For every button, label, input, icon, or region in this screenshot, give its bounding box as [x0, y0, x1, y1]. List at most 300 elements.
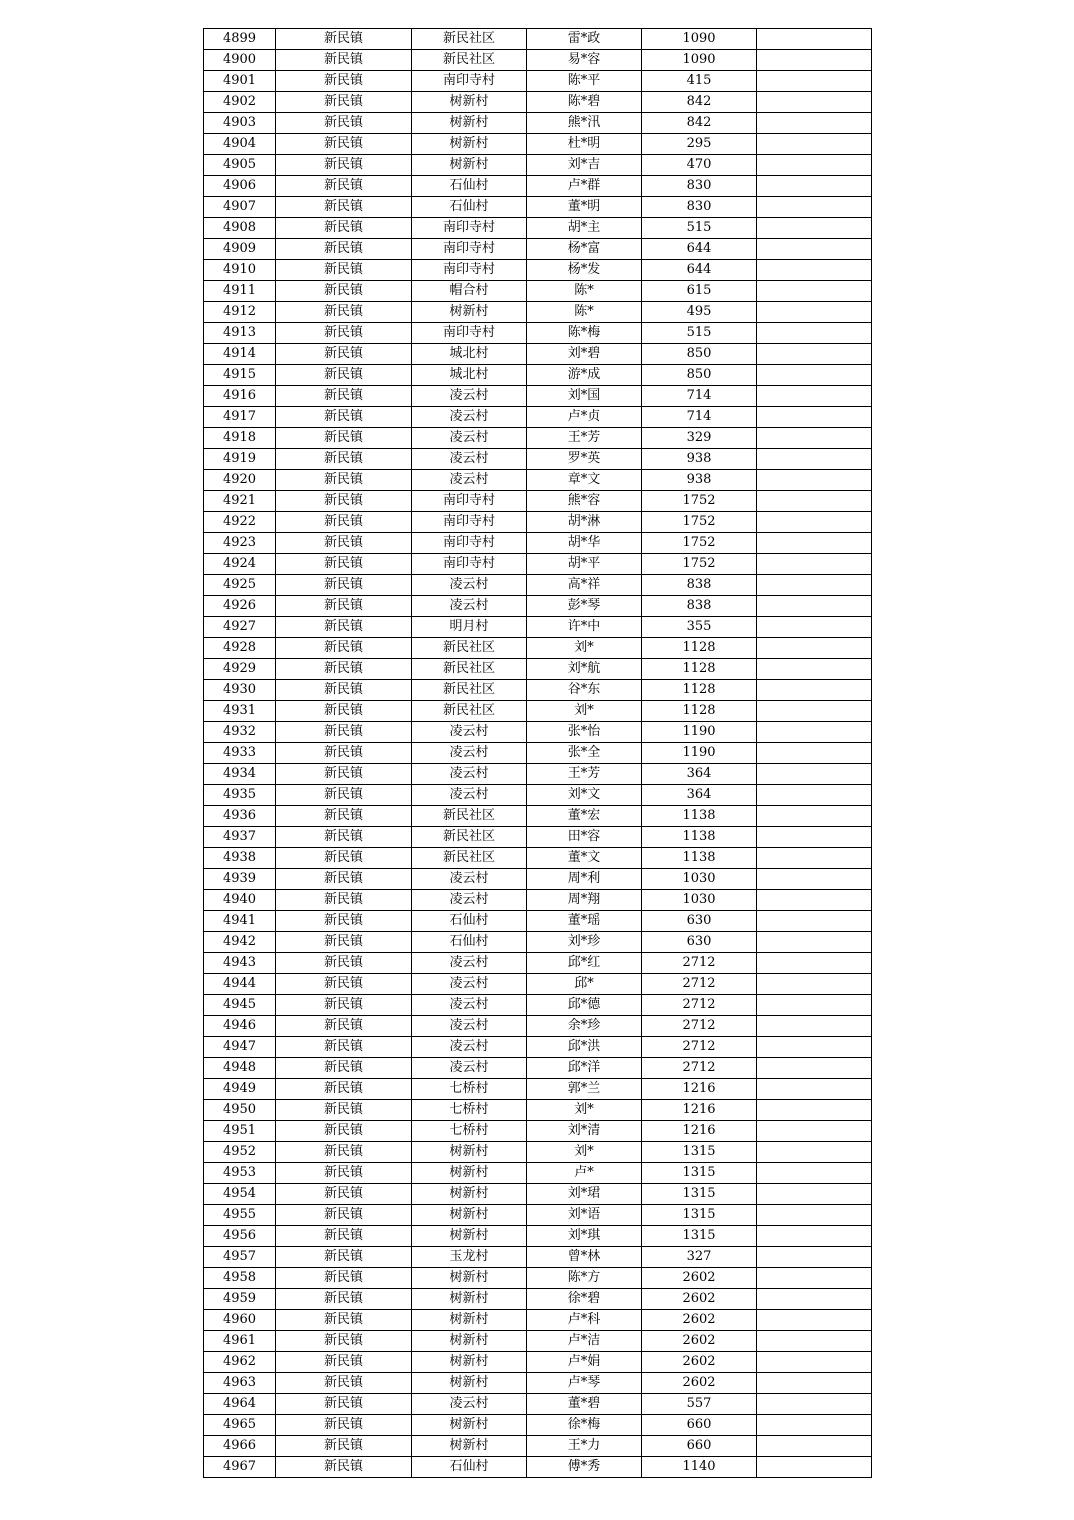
town-cell: 新民镇: [276, 701, 412, 722]
note-cell: [757, 113, 872, 134]
town-cell: 新民镇: [276, 239, 412, 260]
name-cell: 胡*平: [527, 554, 642, 575]
town-cell: 新民镇: [276, 743, 412, 764]
amount-cell: 660: [642, 1415, 757, 1436]
note-cell: [757, 596, 872, 617]
serial-number-cell: 4935: [204, 785, 276, 806]
village-cell: 树新村: [412, 155, 527, 176]
table-row: [204, 680, 872, 701]
amount-cell: 1315: [642, 1184, 757, 1205]
table-row: [204, 239, 872, 260]
town-cell: 新民镇: [276, 113, 412, 134]
name-cell: 董*文: [527, 848, 642, 869]
amount-cell: 615: [642, 281, 757, 302]
town-cell: 新民镇: [276, 785, 412, 806]
name-cell: 杜*明: [527, 134, 642, 155]
town-cell: 新民镇: [276, 1352, 412, 1373]
village-cell: 七桥村: [412, 1100, 527, 1121]
serial-number-cell: 4912: [204, 302, 276, 323]
serial-number-cell: 4959: [204, 1289, 276, 1310]
name-cell: 胡*淋: [527, 512, 642, 533]
note-cell: [757, 1079, 872, 1100]
town-cell: 新民镇: [276, 911, 412, 932]
serial-number-cell: 4915: [204, 365, 276, 386]
note-cell: [757, 848, 872, 869]
serial-number-cell: 4907: [204, 197, 276, 218]
name-cell: 周*翔: [527, 890, 642, 911]
serial-number-cell: 4948: [204, 1058, 276, 1079]
town-cell: 新民镇: [276, 218, 412, 239]
serial-number-cell: 4943: [204, 953, 276, 974]
amount-cell: 557: [642, 1394, 757, 1415]
table-row: [204, 1121, 872, 1142]
village-cell: 凌云村: [412, 995, 527, 1016]
table-row: [204, 995, 872, 1016]
town-cell: 新民镇: [276, 1394, 412, 1415]
serial-number-cell: 4947: [204, 1037, 276, 1058]
note-cell: [757, 323, 872, 344]
serial-number-cell: 4918: [204, 428, 276, 449]
town-cell: 新民镇: [276, 1079, 412, 1100]
note-cell: [757, 449, 872, 470]
note-cell: [757, 1415, 872, 1436]
table-row: [204, 1310, 872, 1331]
serial-number-cell: 4956: [204, 1226, 276, 1247]
amount-cell: 714: [642, 407, 757, 428]
town-cell: 新民镇: [276, 1373, 412, 1394]
town-cell: 新民镇: [276, 869, 412, 890]
town-cell: 新民镇: [276, 764, 412, 785]
serial-number-cell: 4939: [204, 869, 276, 890]
name-cell: 刘*吉: [527, 155, 642, 176]
town-cell: 新民镇: [276, 344, 412, 365]
serial-number-cell: 4906: [204, 176, 276, 197]
serial-number-cell: 4950: [204, 1100, 276, 1121]
village-cell: 南印寺村: [412, 239, 527, 260]
village-cell: 凌云村: [412, 743, 527, 764]
name-cell: 余*珍: [527, 1016, 642, 1037]
table-row: [204, 1373, 872, 1394]
name-cell: 曾*林: [527, 1247, 642, 1268]
table-row: [204, 302, 872, 323]
amount-cell: 644: [642, 239, 757, 260]
table-row: [204, 323, 872, 344]
amount-cell: 630: [642, 932, 757, 953]
name-cell: 邱*洪: [527, 1037, 642, 1058]
serial-number-cell: 4911: [204, 281, 276, 302]
note-cell: [757, 281, 872, 302]
table-row: [204, 1457, 872, 1478]
village-cell: 凌云村: [412, 428, 527, 449]
name-cell: 卢*贞: [527, 407, 642, 428]
amount-cell: 2712: [642, 1016, 757, 1037]
table-row: [204, 1016, 872, 1037]
town-cell: 新民镇: [276, 260, 412, 281]
note-cell: [757, 428, 872, 449]
village-cell: 凌云村: [412, 974, 527, 995]
amount-cell: 1216: [642, 1121, 757, 1142]
village-cell: 凌云村: [412, 722, 527, 743]
note-cell: [757, 1121, 872, 1142]
table-row: [204, 1037, 872, 1058]
table-row: [204, 1352, 872, 1373]
name-cell: 郭*兰: [527, 1079, 642, 1100]
note-cell: [757, 302, 872, 323]
name-cell: 游*成: [527, 365, 642, 386]
table-row: [204, 533, 872, 554]
name-cell: 刘*语: [527, 1205, 642, 1226]
note-cell: [757, 470, 872, 491]
serial-number-cell: 4955: [204, 1205, 276, 1226]
serial-number-cell: 4899: [204, 29, 276, 50]
table-row: [204, 155, 872, 176]
village-cell: 新民社区: [412, 29, 527, 50]
note-cell: [757, 785, 872, 806]
table-row: [204, 638, 872, 659]
serial-number-cell: 4951: [204, 1121, 276, 1142]
table-row: [204, 869, 872, 890]
village-cell: 石仙村: [412, 911, 527, 932]
amount-cell: 830: [642, 176, 757, 197]
table-row: [204, 743, 872, 764]
table-row: [204, 596, 872, 617]
village-cell: 树新村: [412, 1436, 527, 1457]
town-cell: 新民镇: [276, 554, 412, 575]
town-cell: 新民镇: [276, 596, 412, 617]
town-cell: 新民镇: [276, 617, 412, 638]
name-cell: 邱*洋: [527, 1058, 642, 1079]
village-cell: 七桥村: [412, 1121, 527, 1142]
table-row: [204, 449, 872, 470]
town-cell: 新民镇: [276, 323, 412, 344]
village-cell: 明月村: [412, 617, 527, 638]
village-cell: 树新村: [412, 1205, 527, 1226]
village-cell: 树新村: [412, 113, 527, 134]
name-cell: 徐*碧: [527, 1289, 642, 1310]
note-cell: [757, 533, 872, 554]
serial-number-cell: 4923: [204, 533, 276, 554]
town-cell: 新民镇: [276, 1100, 412, 1121]
amount-cell: 850: [642, 365, 757, 386]
town-cell: 新民镇: [276, 1163, 412, 1184]
note-cell: [757, 1142, 872, 1163]
village-cell: 凌云村: [412, 449, 527, 470]
village-cell: 凌云村: [412, 869, 527, 890]
amount-cell: 295: [642, 134, 757, 155]
serial-number-cell: 4929: [204, 659, 276, 680]
serial-number-cell: 4901: [204, 71, 276, 92]
serial-number-cell: 4961: [204, 1331, 276, 1352]
table-row: [204, 911, 872, 932]
table-row: [204, 701, 872, 722]
name-cell: 罗*英: [527, 449, 642, 470]
serial-number-cell: 4949: [204, 1079, 276, 1100]
name-cell: 卢*洁: [527, 1331, 642, 1352]
name-cell: 邱*德: [527, 995, 642, 1016]
village-cell: 帽合村: [412, 281, 527, 302]
table-row: [204, 1268, 872, 1289]
town-cell: 新民镇: [276, 428, 412, 449]
town-cell: 新民镇: [276, 1121, 412, 1142]
village-cell: 南印寺村: [412, 71, 527, 92]
serial-number-cell: 4930: [204, 680, 276, 701]
amount-cell: 1128: [642, 659, 757, 680]
amount-cell: 1128: [642, 680, 757, 701]
note-cell: [757, 1100, 872, 1121]
note-cell: [757, 638, 872, 659]
town-cell: 新民镇: [276, 29, 412, 50]
town-cell: 新民镇: [276, 1457, 412, 1478]
note-cell: [757, 827, 872, 848]
serial-number-cell: 4945: [204, 995, 276, 1016]
table-row: [204, 848, 872, 869]
amount-cell: 850: [642, 344, 757, 365]
name-cell: 陈*: [527, 302, 642, 323]
serial-number-cell: 4944: [204, 974, 276, 995]
serial-number-cell: 4931: [204, 701, 276, 722]
note-cell: [757, 134, 872, 155]
note-cell: [757, 701, 872, 722]
name-cell: 杨*富: [527, 239, 642, 260]
name-cell: 刘*国: [527, 386, 642, 407]
serial-number-cell: 4952: [204, 1142, 276, 1163]
name-cell: 邱*红: [527, 953, 642, 974]
amount-cell: 1128: [642, 638, 757, 659]
name-cell: 卢*: [527, 1163, 642, 1184]
town-cell: 新民镇: [276, 1016, 412, 1037]
town-cell: 新民镇: [276, 386, 412, 407]
village-cell: 凌云村: [412, 575, 527, 596]
table-row: [204, 554, 872, 575]
serial-number-cell: 4921: [204, 491, 276, 512]
village-cell: 南印寺村: [412, 260, 527, 281]
amount-cell: 1140: [642, 1457, 757, 1478]
note-cell: [757, 260, 872, 281]
amount-cell: 1315: [642, 1226, 757, 1247]
serial-number-cell: 4967: [204, 1457, 276, 1478]
amount-cell: 1190: [642, 722, 757, 743]
name-cell: 董*碧: [527, 1394, 642, 1415]
serial-number-cell: 4942: [204, 932, 276, 953]
town-cell: 新民镇: [276, 155, 412, 176]
table-row: [204, 29, 872, 50]
table-row: [204, 260, 872, 281]
amount-cell: 1216: [642, 1079, 757, 1100]
village-cell: 树新村: [412, 1310, 527, 1331]
serial-number-cell: 4958: [204, 1268, 276, 1289]
town-cell: 新民镇: [276, 1205, 412, 1226]
name-cell: 王*力: [527, 1436, 642, 1457]
name-cell: 陈*: [527, 281, 642, 302]
town-cell: 新民镇: [276, 827, 412, 848]
note-cell: [757, 1268, 872, 1289]
table-row: [204, 428, 872, 449]
table-row: [204, 1331, 872, 1352]
note-cell: [757, 911, 872, 932]
note-cell: [757, 554, 872, 575]
note-cell: [757, 1373, 872, 1394]
town-cell: 新民镇: [276, 974, 412, 995]
amount-cell: 938: [642, 470, 757, 491]
village-cell: 凌云村: [412, 785, 527, 806]
note-cell: [757, 1016, 872, 1037]
amount-cell: 842: [642, 113, 757, 134]
village-cell: 南印寺村: [412, 218, 527, 239]
table-row: [204, 932, 872, 953]
village-cell: 凌云村: [412, 386, 527, 407]
serial-number-cell: 4922: [204, 512, 276, 533]
town-cell: 新民镇: [276, 932, 412, 953]
table-row: [204, 1100, 872, 1121]
amount-cell: 2712: [642, 953, 757, 974]
table-row: [204, 806, 872, 827]
village-cell: 南印寺村: [412, 533, 527, 554]
note-cell: [757, 239, 872, 260]
note-cell: [757, 680, 872, 701]
town-cell: 新民镇: [276, 407, 412, 428]
note-cell: [757, 386, 872, 407]
table-body: [204, 29, 872, 1478]
amount-cell: 2712: [642, 995, 757, 1016]
table-row: [204, 764, 872, 785]
table-row: [204, 1079, 872, 1100]
amount-cell: 838: [642, 575, 757, 596]
village-cell: 树新村: [412, 1142, 527, 1163]
amount-cell: 1030: [642, 869, 757, 890]
name-cell: 彭*琴: [527, 596, 642, 617]
village-cell: 南印寺村: [412, 554, 527, 575]
table-row: [204, 974, 872, 995]
table-row: [204, 50, 872, 71]
village-cell: 树新村: [412, 1226, 527, 1247]
name-cell: 张*全: [527, 743, 642, 764]
town-cell: 新民镇: [276, 848, 412, 869]
table-row: [204, 113, 872, 134]
village-cell: 石仙村: [412, 932, 527, 953]
amount-cell: 660: [642, 1436, 757, 1457]
note-cell: [757, 974, 872, 995]
amount-cell: 364: [642, 785, 757, 806]
note-cell: [757, 1394, 872, 1415]
serial-number-cell: 4965: [204, 1415, 276, 1436]
note-cell: [757, 659, 872, 680]
serial-number-cell: 4957: [204, 1247, 276, 1268]
amount-cell: 1128: [642, 701, 757, 722]
village-cell: 树新村: [412, 1268, 527, 1289]
name-cell: 刘*: [527, 638, 642, 659]
amount-cell: 2712: [642, 974, 757, 995]
amount-cell: 1190: [642, 743, 757, 764]
table-row: [204, 890, 872, 911]
table-row: [204, 470, 872, 491]
name-cell: 刘*珺: [527, 1184, 642, 1205]
table-row: [204, 785, 872, 806]
village-cell: 凌云村: [412, 890, 527, 911]
village-cell: 树新村: [412, 1415, 527, 1436]
table-row: [204, 218, 872, 239]
note-cell: [757, 743, 872, 764]
village-cell: 树新村: [412, 1289, 527, 1310]
town-cell: 新民镇: [276, 806, 412, 827]
amount-cell: 1030: [642, 890, 757, 911]
village-cell: 树新村: [412, 1373, 527, 1394]
village-cell: 凌云村: [412, 1394, 527, 1415]
village-cell: 石仙村: [412, 176, 527, 197]
table-row: [204, 365, 872, 386]
village-cell: 凌云村: [412, 596, 527, 617]
name-cell: 周*利: [527, 869, 642, 890]
table-row: [204, 575, 872, 596]
note-cell: [757, 1037, 872, 1058]
note-cell: [757, 1058, 872, 1079]
town-cell: 新民镇: [276, 638, 412, 659]
town-cell: 新民镇: [276, 1058, 412, 1079]
amount-cell: 327: [642, 1247, 757, 1268]
table-row: [204, 953, 872, 974]
name-cell: 高*祥: [527, 575, 642, 596]
village-cell: 新民社区: [412, 659, 527, 680]
amount-cell: 714: [642, 386, 757, 407]
name-cell: 刘*: [527, 1100, 642, 1121]
village-cell: 南印寺村: [412, 512, 527, 533]
town-cell: 新民镇: [276, 365, 412, 386]
serial-number-cell: 4966: [204, 1436, 276, 1457]
village-cell: 新民社区: [412, 827, 527, 848]
town-cell: 新民镇: [276, 722, 412, 743]
table-row: [204, 491, 872, 512]
table-row: [204, 1247, 872, 1268]
note-cell: [757, 1457, 872, 1478]
village-cell: 石仙村: [412, 197, 527, 218]
name-cell: 刘*: [527, 1142, 642, 1163]
amount-cell: 1315: [642, 1163, 757, 1184]
village-cell: 凌云村: [412, 764, 527, 785]
town-cell: 新民镇: [276, 1331, 412, 1352]
name-cell: 雷*政: [527, 29, 642, 50]
serial-number-cell: 4953: [204, 1163, 276, 1184]
table-row: [204, 197, 872, 218]
town-cell: 新民镇: [276, 1142, 412, 1163]
table-row: [204, 659, 872, 680]
name-cell: 熊*汛: [527, 113, 642, 134]
name-cell: 张*怡: [527, 722, 642, 743]
serial-number-cell: 4916: [204, 386, 276, 407]
amount-cell: 2712: [642, 1037, 757, 1058]
town-cell: 新民镇: [276, 953, 412, 974]
note-cell: [757, 1205, 872, 1226]
note-cell: [757, 71, 872, 92]
village-cell: 新民社区: [412, 806, 527, 827]
amount-cell: 1090: [642, 29, 757, 50]
name-cell: 卢*科: [527, 1310, 642, 1331]
town-cell: 新民镇: [276, 449, 412, 470]
town-cell: 新民镇: [276, 281, 412, 302]
serial-number-cell: 4932: [204, 722, 276, 743]
amount-cell: 1138: [642, 806, 757, 827]
town-cell: 新民镇: [276, 197, 412, 218]
note-cell: [757, 1310, 872, 1331]
serial-number-cell: 4920: [204, 470, 276, 491]
amount-cell: 2602: [642, 1373, 757, 1394]
amount-cell: 630: [642, 911, 757, 932]
table-row: [204, 1163, 872, 1184]
note-cell: [757, 1163, 872, 1184]
amount-cell: 1090: [642, 50, 757, 71]
serial-number-cell: 4910: [204, 260, 276, 281]
town-cell: 新民镇: [276, 1436, 412, 1457]
town-cell: 新民镇: [276, 1037, 412, 1058]
note-cell: [757, 407, 872, 428]
